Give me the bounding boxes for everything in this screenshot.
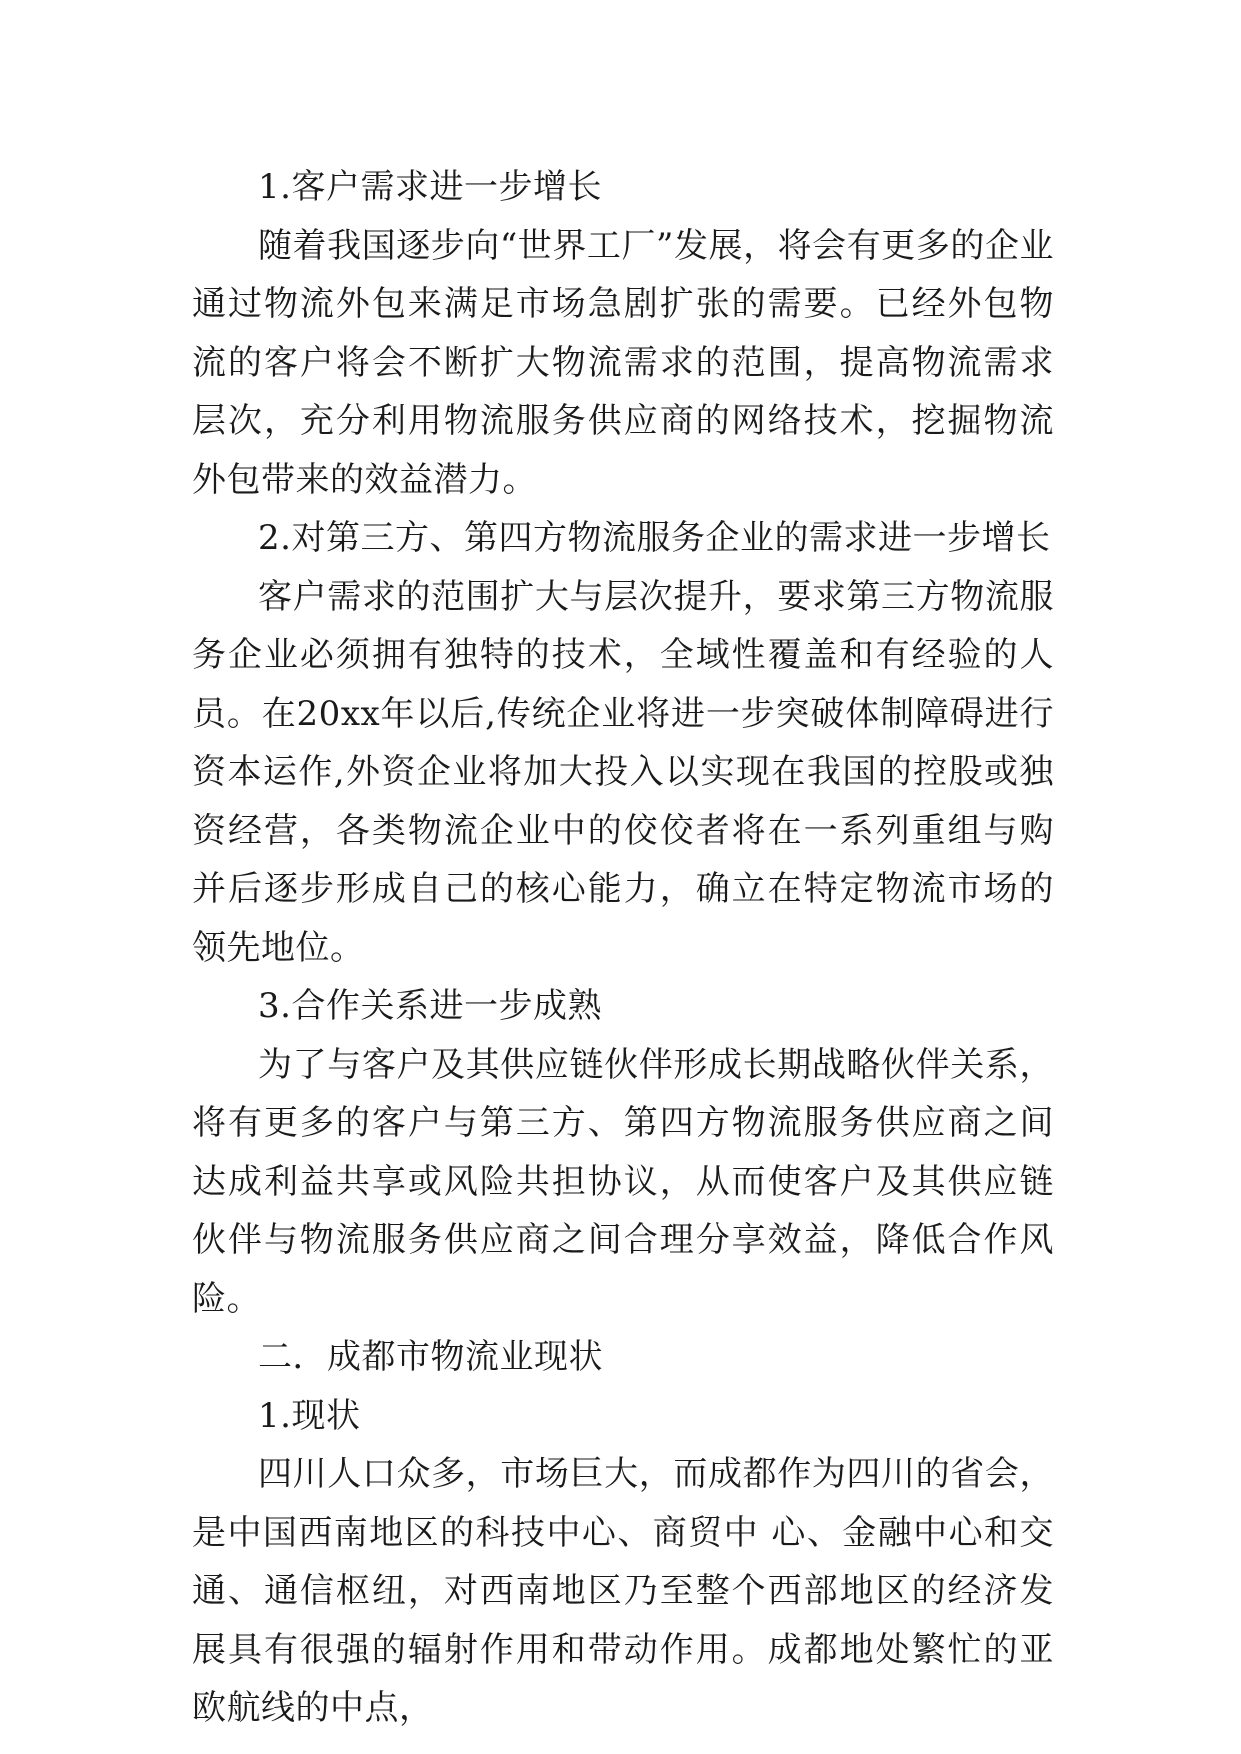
paragraph-cooperation: 为了与客户及其供应链伙伴形成长期战略伙伴关系，将有更多的客户与第三方、第四方物流服务供应商之间达成利益共享或风险共担协议，从而使客户及其供应链伙伴与物流服务供应商之间合理分享效益，降低合作风险。: [192, 1044, 1054, 1319]
heading-third-fourth-party-demand: 2.对第三方、第四方物流服务企业的需求进一步增长: [258, 518, 1051, 558]
paragraph-customer-demand: 随着我国逐步向“世界工厂”发展，将会有更多的企业通过物流外包来满足市场急剧扩张的需要。已经外包物流的客户将会不断扩大物流需求的范围，提高物流需求层次，充分利用物流服务供应商的网络技术，挖掘物流外包带来的效益潜力。: [192, 225, 1054, 500]
document-body: [192, 158, 1054, 1738]
heading-cooperation-maturity: 3.合作关系进一步成熟: [258, 986, 602, 1026]
paragraph-third-party-demand: 客户需求的范围扩大与层次提升，要求第三方物流服务企业必须拥有独特的技术，全域性覆盖和有经验的人员。在20xx年以后,传统企业将进一步突破体制障碍进行资本运作,外资企业将加大投入以实现在我国的控股或独资经营，各类物流企业中的佼佼者将在一系列重组与购并后逐步形成自己的核心能力，确立在特定物流市场的领先地位。: [192, 576, 1054, 968]
heading-customer-demand-growth: 1.客户需求进一步增长: [258, 167, 602, 207]
subheading-current-status: 1.现状: [258, 1395, 361, 1436]
section-heading-chengdu-logistics: 二．成都市物流业现状: [258, 1337, 603, 1377]
paragraph-current-status: 四川人口众多，市场巨大，而成都作为四川的省会，是中国西南地区的科技中心、商贸中 心、金融中心和交通、通信枢纽，对西南地区乃至整个西部地区的经济发展具有很强的辐射作用和带动作用。成都地处繁忙的亚欧航线的中点，: [192, 1454, 1054, 1728]
